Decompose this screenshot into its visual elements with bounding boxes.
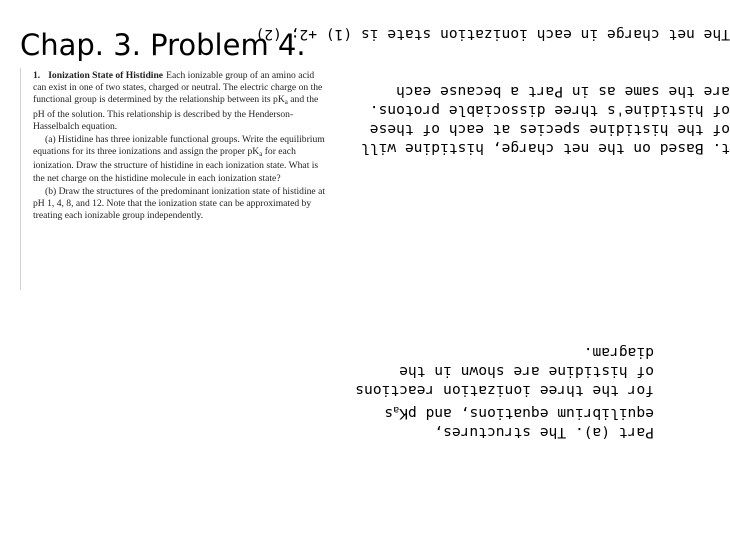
slide-title: Chap. 3. Problem 4. (20, 28, 306, 62)
answer-text-bottom (355, 342, 654, 442)
answer-top-line: t. Based on the net charge, histidine will (360, 140, 730, 157)
answer-bottom-line: for the three ionization reactions (355, 382, 654, 399)
problem-intro-tail: and the pH of the solution. This relationship is described by the Henderson-Hasselbalch equation. (33, 94, 319, 132)
answer-top-line: The net charge in each ionization state is (1) +2; (2) (255, 26, 730, 43)
answer-bottom-line-text: equilibrium equations, and pK (399, 405, 654, 422)
problem-part-a (33, 134, 328, 185)
part-a-text: (a) Histidine has three ionizable functional groups. Write the equilibrium equations for its three ionizations and assign the proper pK (33, 134, 325, 158)
problem-part-b: (b) Draw the structures of the predominant ionization state of histidine at pH 1, 4, 8, and 12. Note that the ionization state can be approximated by treating each ionizable group independently. (33, 185, 326, 222)
answer-bottom-line: Part (a). The structures, (434, 424, 654, 441)
part-a-subscript: a (259, 150, 263, 159)
answer-pka-subscript: a (393, 404, 400, 415)
pka-subscript: a (284, 98, 288, 107)
part-a-tail: for each ionization. Draw the structure of histidine in each ionization state. What is the net charge on the histidine molecule in each ionization state? (33, 146, 319, 184)
answer-top-line: of the histidine species at each of these (369, 121, 730, 138)
problem-title: Ionization State of Histidine (48, 70, 164, 81)
answer-bottom-line: of histidine are shown in the (399, 363, 654, 380)
problem-intro (33, 70, 328, 133)
answer-bottom-line (364, 400, 654, 423)
answer-bottom-line-suffix: s (384, 405, 394, 422)
answer-top-line: of histidine's three dissociable protons. (369, 102, 730, 119)
problem-number: 1. (33, 70, 41, 81)
problem-excerpt (20, 68, 328, 290)
answer-bottom-line: diagram. (583, 344, 654, 361)
answer-top-line: are the same as in Part a because each (396, 83, 730, 100)
problem-intro-text: Each ionizable group of an amino acid can exist in one of two states, charged or neutral. The electric charge on the functional group is determined by the relationship between its pK (33, 70, 323, 106)
answer-text-top (255, 0, 730, 158)
